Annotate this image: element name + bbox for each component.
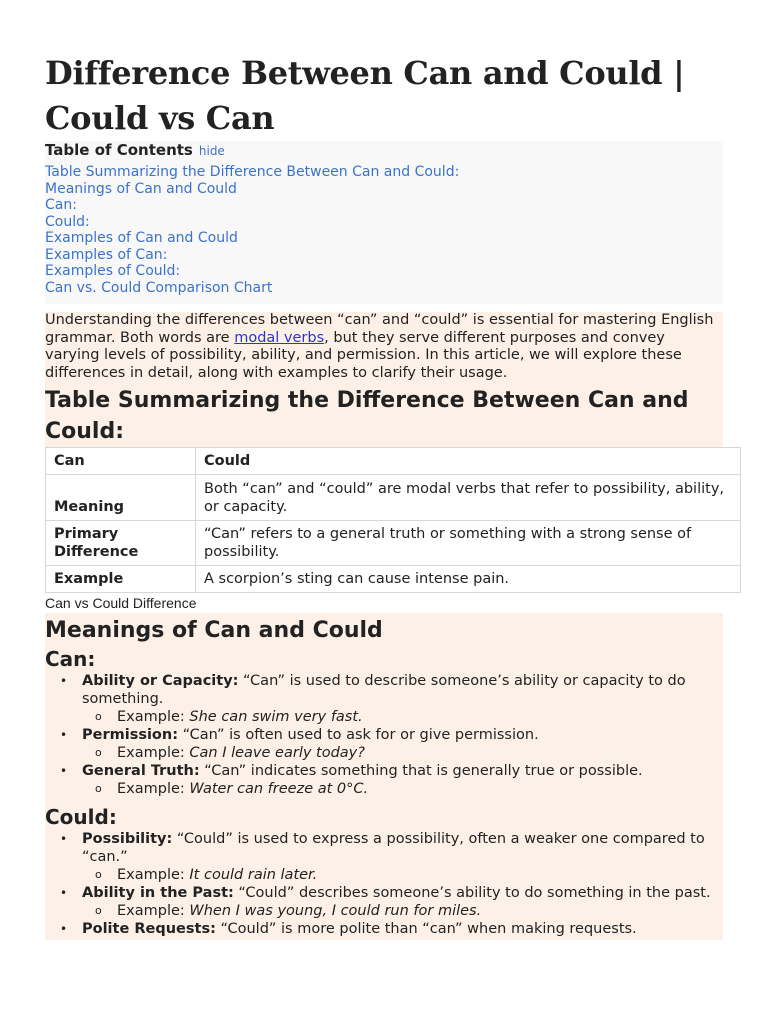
example-text: Can I leave early today? (189, 745, 365, 761)
example-text: Water can freeze at 0°C. (189, 781, 369, 797)
toc-link[interactable]: Can: (45, 197, 77, 213)
toc-list (45, 164, 723, 296)
table-row-label: Example (46, 566, 196, 593)
example-prefix: Example: (117, 781, 190, 797)
table-of-contents (45, 141, 723, 304)
modal-verbs-link[interactable]: modal verbs (234, 329, 325, 346)
example-text: She can swim very fast. (189, 709, 363, 725)
table-row-label: Primary Difference (46, 521, 196, 566)
table-header-cell: Could (196, 448, 741, 475)
item-label: Polite Requests: (82, 921, 216, 937)
example-list (82, 708, 723, 726)
example-list (82, 780, 723, 798)
example-list (82, 902, 723, 920)
toc-link[interactable]: Table Summarizing the Difference Between Can and Could: (45, 164, 460, 180)
toc-hide-link[interactable]: hide (198, 144, 225, 158)
page-title: Difference Between Can and Could | Could vs Can (45, 54, 685, 137)
table-cell: A scorpion’s sting can cause intense pain. (196, 566, 741, 593)
table-cell: “Can” refers to a general truth or something with a strong sense of possibility. (196, 521, 741, 566)
article-body (45, 312, 723, 940)
toc-link[interactable]: Can vs. Could Comparison Chart (45, 279, 273, 296)
table-cell: Both “can” and “could” are modal verbs that refer to possibility, ability, or capacity. (196, 475, 741, 521)
table-caption: Can vs Could Difference (45, 593, 723, 613)
meanings-heading: Meanings of Can and Could (45, 618, 383, 643)
article (45, 0, 723, 940)
example-text: When I was young, I could run for miles. (189, 903, 482, 919)
list-item (82, 830, 723, 884)
example-item (117, 708, 723, 726)
summary-heading: Table Summarizing the Difference Between Can and Could: (45, 388, 689, 444)
example-prefix: Example: (117, 867, 190, 883)
item-text: “Can” is often used to ask for or give permission. (178, 727, 539, 743)
example-list (82, 866, 723, 884)
intro-text-start: Understanding the differences between “can” and “could” is essential for mastering English grammar. Both words are (45, 312, 714, 346)
item-label: Ability or Capacity: (82, 673, 239, 689)
can-heading: Can: (45, 647, 96, 671)
example-item (117, 744, 723, 762)
item-label: Permission: (82, 727, 179, 743)
toc-heading-text: Table of Contents (45, 141, 193, 159)
example-item (117, 780, 723, 798)
list-item (82, 920, 723, 938)
could-heading: Could: (45, 805, 117, 829)
item-text: “Can” indicates something that is generally true or possible. (199, 763, 643, 779)
toc-link[interactable]: Examples of Could: (45, 263, 181, 279)
toc-link[interactable]: Meanings of Can and Could (45, 180, 237, 197)
example-prefix: Example: (117, 903, 190, 919)
intro-paragraph (45, 312, 723, 382)
toc-link[interactable]: Examples of Can and Could (45, 230, 238, 246)
item-text: “Can” is used to describe someone’s ability or capacity to do something. (82, 673, 686, 707)
example-item (117, 866, 723, 884)
table-header-row (46, 448, 741, 475)
toc-link[interactable]: Examples of Can: (45, 246, 168, 263)
example-item (117, 902, 723, 920)
toc-link[interactable]: Could: (45, 213, 90, 230)
list-item (82, 726, 723, 762)
item-label: General Truth: (82, 763, 200, 779)
example-prefix: Example: (117, 745, 190, 761)
list-item (82, 672, 723, 726)
item-label: Ability in the Past: (82, 885, 234, 901)
example-list (82, 744, 723, 762)
item-label: Possibility: (82, 831, 173, 847)
list-item (82, 884, 723, 920)
table-row-label: Meaning (46, 475, 196, 521)
example-text: It could rain later. (189, 867, 318, 883)
item-text: “Could” describes someone’s ability to do something in the past. (233, 885, 711, 901)
can-list (45, 672, 723, 798)
table-header-cell: Can (46, 448, 196, 475)
table-row (46, 475, 741, 521)
list-item (82, 762, 723, 798)
table-row (46, 566, 741, 593)
toc-heading (45, 141, 723, 160)
summary-table (45, 447, 741, 593)
item-text: “Could” is used to express a possibility, often a weaker one compared to “can.” (82, 831, 705, 865)
item-text: “Could” is more polite than “can” when making requests. (215, 921, 637, 937)
could-list (45, 830, 723, 938)
table-row (46, 521, 741, 566)
intro-text-end: , but they serve different purposes and convey varying levels of possibility, ability, and permission. In this article, we will explore these differences in detail, along with examples to clarify their usage. (45, 329, 682, 381)
example-prefix: Example: (117, 709, 190, 725)
